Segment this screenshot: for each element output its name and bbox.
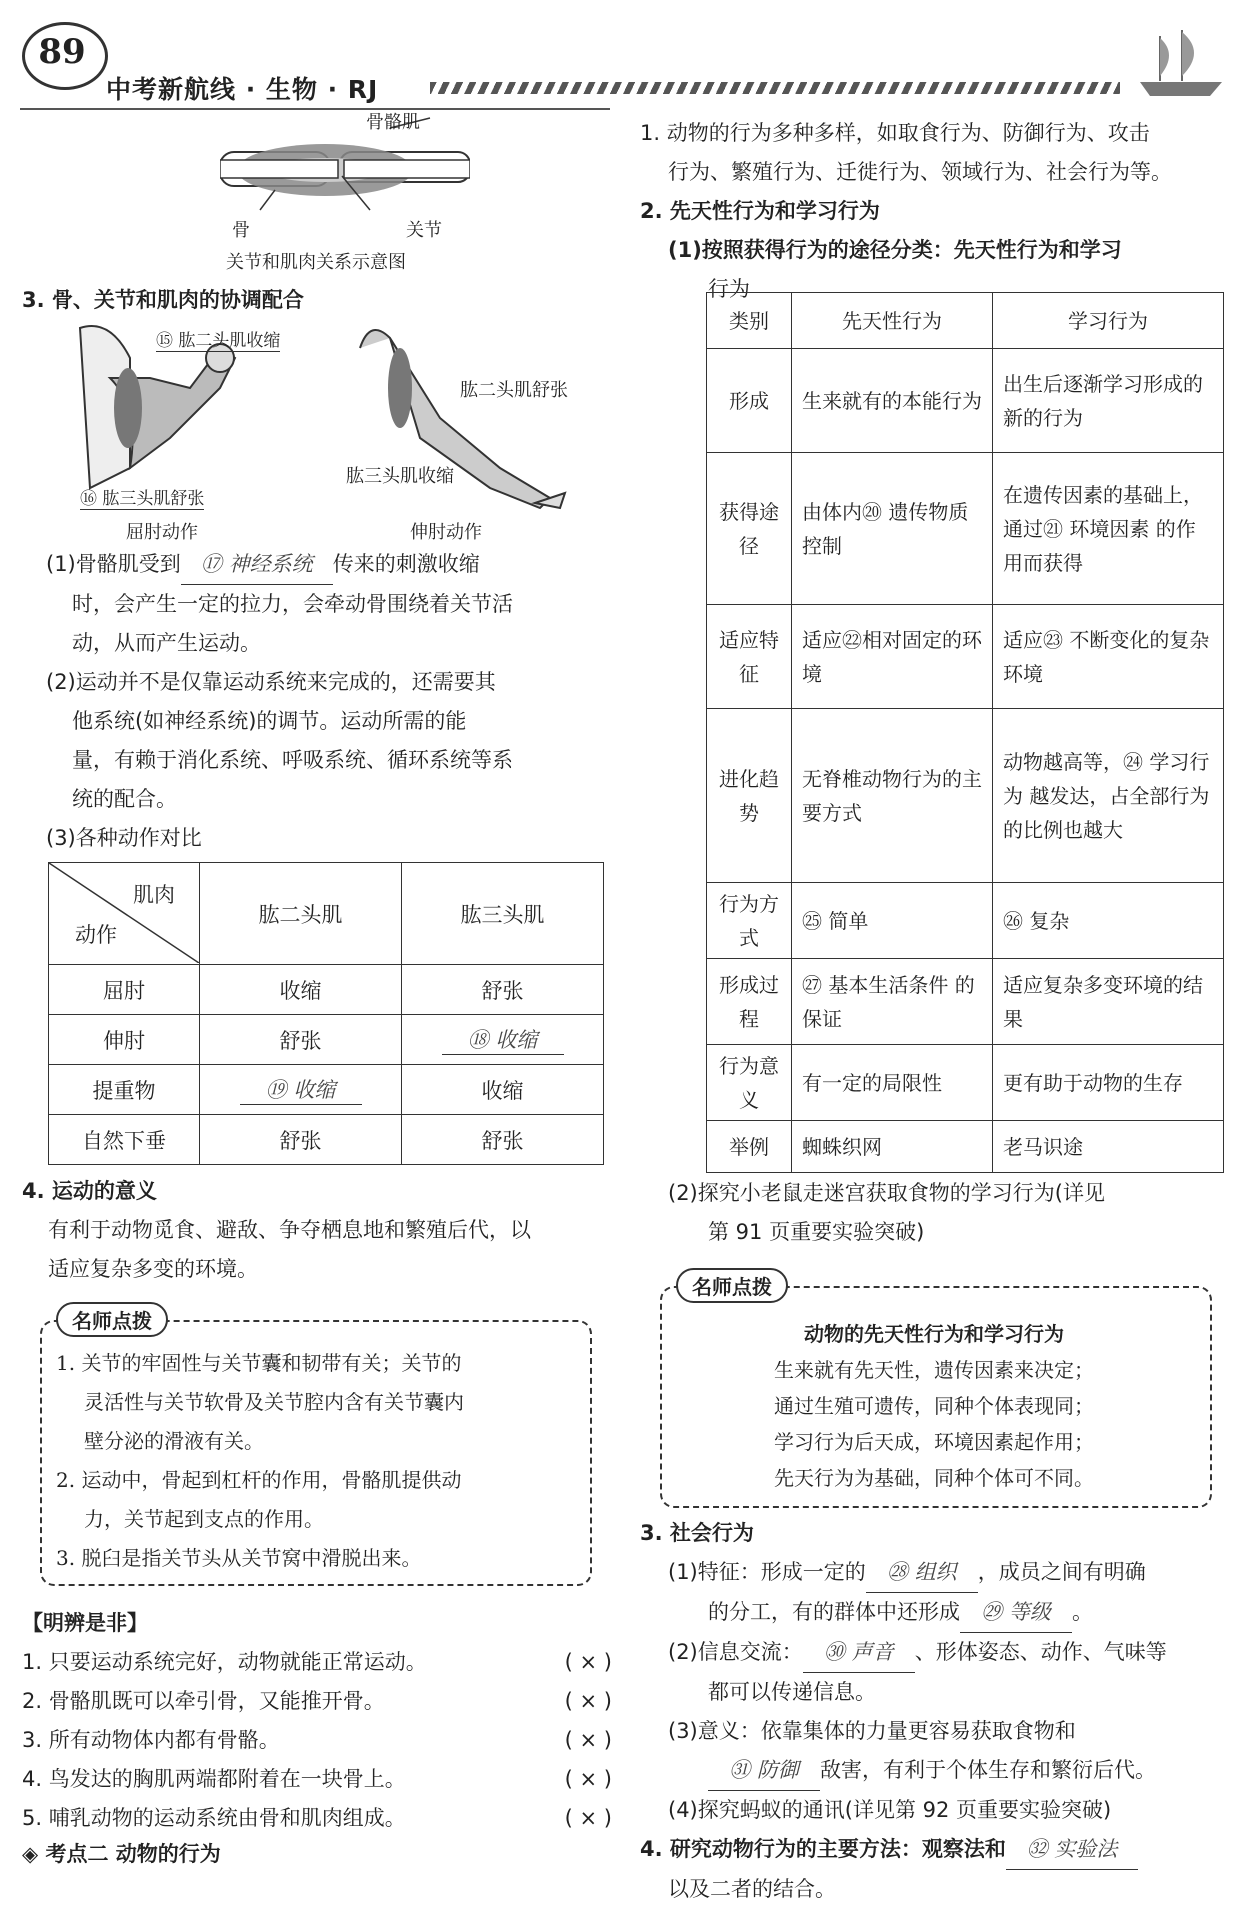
row-key: 举例: [707, 1121, 792, 1173]
page-number: 89: [38, 32, 86, 72]
row-key: 获得途径: [707, 453, 792, 605]
row-action: 伸肘: [49, 1015, 200, 1065]
blank-17: ⑰ 神经系统: [181, 545, 333, 585]
blank-19: ⑲ 收缩: [240, 1074, 362, 1105]
cell-learned: ㉖ 复杂: [993, 883, 1224, 959]
cell-learned: 动物越高等，㉔ 学习行为 越发达，占全部行为的比例也越大: [993, 709, 1224, 883]
cell-learned: 适应复杂多变环境的结果: [993, 959, 1224, 1045]
p1-line2: 时，会产生一定的拉力，会牵动骨围绕着关节活: [72, 592, 513, 616]
label-bone: 骨: [232, 220, 250, 241]
cell-triceps: 舒张: [402, 1115, 604, 1165]
label-triceps-relax: ⑯ 肱三头肌舒张: [80, 484, 204, 510]
p2-line4: 统的配合。: [72, 787, 177, 811]
true-false-item: 1. 只要运动系统完好，动物就能正常运动。 ( × ): [22, 1650, 612, 1674]
teacher-tip-text-1: 1. 关节的牢固性与关节囊和韧带有关；关节的 灵活性与关节软骨及关节腔内含有关节囊内 壁分泌的滑液有关。 2. 运动中，骨起到杠杆的作用，骨骼肌提供动 力，关节起到支点的作用。 3. 脱臼是指关节头从关节窝中滑脱出来。: [56, 1351, 464, 1570]
col-triceps: 肱三头肌: [402, 863, 604, 965]
label-skeletal-muscle: 骨骼肌: [366, 112, 420, 133]
row-key: 进化趋势: [707, 709, 792, 883]
blank-31: ㉛ 防御: [708, 1751, 820, 1791]
row-key: 行为意义: [707, 1045, 792, 1121]
label-extend-caption: 伸肘动作: [410, 522, 482, 543]
kaodian-heading: ◈ 考点二 动物的行为: [22, 1842, 221, 1866]
cell-biceps: 收缩: [200, 965, 402, 1015]
corner-top-label: 肌肉: [133, 883, 175, 907]
blank-18: ⑱ 收缩: [442, 1024, 564, 1055]
true-false-item: 3. 所有动物体内都有骨骼。 ( × ): [22, 1728, 612, 1752]
cell-learned: 出生后逐渐学习形成的新的行为: [993, 349, 1224, 453]
cell-learned: 更有助于动物的生存: [993, 1045, 1224, 1121]
cell-innate: 无脊椎动物行为的主要方式: [792, 709, 993, 883]
p3-line: (3)各种动作对比: [46, 826, 202, 850]
row-key: 形成过程: [707, 959, 792, 1045]
p1-line1: (1)骨骼肌受到 ⑰ 神经系统 传来的刺激收缩: [46, 545, 606, 585]
true-false-title: 【明辨是非】: [22, 1611, 148, 1635]
label-joint: 关节: [406, 220, 442, 241]
blank-30: ㉚ 声音: [803, 1633, 915, 1673]
row-action: 屈肘: [49, 965, 200, 1015]
true-false-item: 2. 骨骼肌既可以牵引骨，又能推开骨。 ( × ): [22, 1689, 612, 1713]
label-flex-caption: 屈肘动作: [126, 522, 198, 543]
cell-triceps: [402, 1015, 604, 1065]
p2-line1: (2)运动并不是仅靠运动系统来完成的，还需要其: [46, 670, 496, 694]
cell-biceps: 舒张: [200, 1115, 402, 1165]
header-innate: 先天性行为: [792, 293, 993, 349]
table-corner-cell: [49, 863, 200, 965]
diamond-icon: ◈: [22, 1842, 39, 1866]
cell-innate: 适应㉒相对固定的环境: [792, 605, 993, 709]
section-4: [22, 1172, 612, 1289]
sailboat-logo: [1130, 26, 1230, 102]
diagonal-line: [49, 863, 199, 963]
action-comparison-table: [48, 862, 604, 1165]
page-header: [0, 20, 1250, 110]
true-false-item: 4. 鸟发达的胸肌两端都附着在一块骨上。 ( × ): [22, 1767, 612, 1791]
section-4-title: 4. 运动的意义: [22, 1179, 157, 1203]
arm-movement-figure: [70, 318, 590, 543]
corner-bottom-label: 动作: [75, 923, 117, 947]
blank-29: ㉙ 等级: [960, 1593, 1072, 1633]
label-biceps-contract: ⑮ 肱二头肌收缩: [156, 326, 280, 352]
blank-28: ㉘ 组织: [866, 1553, 978, 1593]
cell-learned: 适应㉓ 不断变化的复杂环境: [993, 605, 1224, 709]
cell-innate: 有一定的局限性: [792, 1045, 993, 1121]
p2-line3: 量，有赖于消化系统、呼吸系统、循环系统等系: [72, 748, 513, 772]
figure-caption: 关节和肌肉关系示意图: [226, 252, 406, 273]
label-biceps-relax: 肱二头肌舒张: [460, 380, 568, 401]
col-biceps: 肱二头肌: [200, 863, 402, 965]
row-key: 形成: [707, 349, 792, 453]
cell-innate: 由体内⑳ 遗传物质 控制: [792, 453, 993, 605]
section-4-line2: 适应复杂多变的环境。: [48, 1257, 258, 1281]
section-3-text: [46, 545, 606, 858]
p1-line3: 动，从而产生运动。: [72, 631, 261, 655]
row-action: 提重物: [49, 1065, 200, 1115]
cell-biceps: 舒张: [200, 1015, 402, 1065]
cell-learned: 老马识途: [993, 1121, 1224, 1173]
cell-innate: ㉗ 基本生活条件 的保证: [792, 959, 993, 1045]
row-key: 适应特征: [707, 605, 792, 709]
header-learned: 学习行为: [993, 293, 1224, 349]
row-action: 自然下垂: [49, 1115, 200, 1165]
teacher-tip-badge-2: 名师点拨: [676, 1268, 788, 1303]
cell-innate: ㉕ 简单: [792, 883, 993, 959]
header-category: 类别: [707, 293, 792, 349]
social-behavior-section: 3. 社会行为 (1)特征：形成一定的 ㉘ 组织 ，成员之间有明确 的分工，有的群体中还形成 ㉙ 等级 。 (2)信息交流： ㉚ 声音 、形体姿态、动作、气味等 都可以传递信息。 (3)意义：依靠集体的力量更容易获取食物和 ㉛ 防御 敌害，有利于个体生存和繁衍后代。 (4)探究蚂蚁的通讯(详见第 92 页重要实验突破) 4. 研究动物行为的主要方法：观察法和 ㉜ 实验法 以及二者的结合。: [640, 1521, 1167, 1901]
section-3-title: 3. 骨、关节和肌肉的协调配合: [22, 288, 304, 312]
cell-triceps: 收缩: [402, 1065, 604, 1115]
section-4-line1: 有利于动物觅食、避敌、争夺栖息地和繁殖后代，以: [48, 1218, 531, 1242]
extend-arm-illustration: [350, 318, 580, 518]
series-title: 中考新航线 · 生物 · RJ: [106, 75, 379, 104]
right-intro: 1. 动物的行为多种多样，如取食行为、防御行为、攻击 行为、繁殖行为、迁徙行为、领域行为、社会行为等。 2. 先天性行为和学习行为 (1)按照获得行为的途径分类：先天性行为和学习 行为: [640, 121, 1172, 301]
cell-innate: 生来就有的本能行为: [792, 349, 993, 453]
maze-experiment-text: (2)探究小老鼠走迷宫获取食物的学习行为(详见 第 91 页重要实验突破): [668, 1181, 1105, 1244]
cell-biceps: [200, 1065, 402, 1115]
cell-triceps: 舒张: [402, 965, 604, 1015]
true-false-section: [22, 1604, 612, 1838]
label-triceps-contract: 肱三头肌收缩: [346, 466, 454, 487]
teacher-tip-text-2: 动物的先天性行为和学习行为 生来就有先天性，遗传因素来决定； 通过生殖可遗传，同种个体表现同； 学习行为后天成，环境因素起作用； 先天行为为基础，同种个体可不同。: [774, 1322, 1094, 1490]
cell-learned: 在遗传因素的基础上，通过㉑ 环境因素 的作用而获得: [993, 453, 1224, 605]
joint-muscle-figure: [190, 110, 570, 275]
row-key: 行为方式: [707, 883, 792, 959]
p2-line2: 他系统(如神经系统)的调节。运动所需的能: [72, 709, 467, 733]
blank-32: ㉜ 实验法: [1006, 1830, 1138, 1870]
header-stripe: [430, 82, 1120, 94]
true-false-item: 5. 哺乳动物的运动系统由骨和肌肉组成。 ( × ): [22, 1806, 612, 1830]
teacher-tip-badge-1: 名师点拨: [56, 1302, 168, 1337]
cell-innate: 蜘蛛织网: [792, 1121, 993, 1173]
behavior-comparison-table: [706, 292, 1224, 1173]
